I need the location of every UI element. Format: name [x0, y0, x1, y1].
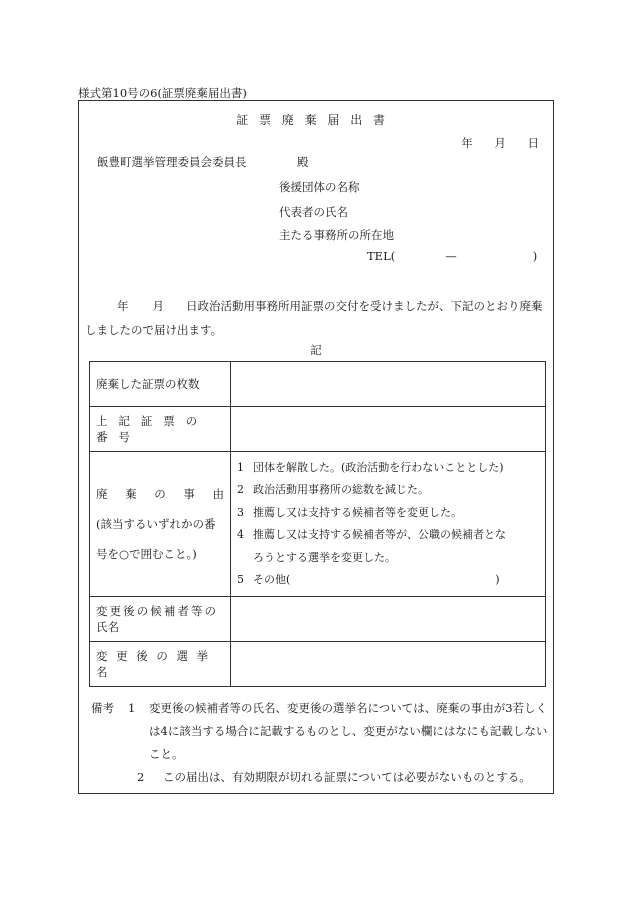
body-year: 年: [117, 299, 129, 313]
note-text: 変更後の候補者等の氏名、変更後の選挙名については、廃棄の事由が3若しくは4に該当する場合に記載するものとし、変更がない欄にはなにも記載しないこと。: [149, 701, 548, 761]
reason-word: の: [154, 487, 166, 501]
reason-num: 5: [237, 573, 244, 586]
reason-item[interactable]: [237, 502, 539, 525]
table-row: [90, 407, 546, 452]
note-num: 2: [137, 770, 145, 784]
discarded-count-cell[interactable]: [231, 362, 546, 407]
certificate-number-cell[interactable]: [231, 407, 546, 452]
table-row: [90, 362, 546, 407]
reason-item[interactable]: [237, 479, 539, 502]
note-heading-line: [91, 697, 135, 720]
other-reason-blank[interactable]: [290, 569, 495, 592]
note-2: [91, 766, 551, 789]
reason-text: 推薦し又は支持する候補者等が、公職の候補者とな: [253, 528, 506, 541]
reason-text: 団体を解散した。(政治活動を行わないこととした): [253, 460, 504, 474]
note-heading: 備考: [91, 701, 114, 715]
reason-label-line2: (該当するいずれかの番: [96, 517, 216, 531]
tel-dash: —: [445, 249, 457, 263]
reason-word: 由: [212, 487, 224, 501]
reason-close: ): [495, 573, 500, 586]
body-rest: 日政治活動用事務所用証票の交付を受けましたが、下記のとおり廃棄しましたので届け出ます。: [85, 299, 543, 337]
table-row: [90, 452, 546, 597]
office-address-label: 主たる事務所の所在地: [279, 228, 394, 242]
reason-num: 2: [237, 483, 244, 496]
reason-num: 3: [237, 505, 244, 519]
reason-label-line3: 号を○で囲むこと。): [96, 547, 197, 561]
reason-item[interactable]: [237, 524, 539, 547]
table-row: [90, 642, 546, 687]
note-num: 1: [128, 701, 136, 715]
tel-prefix: TEL(: [367, 249, 396, 263]
note-1: [91, 697, 551, 766]
row4-label-line2: 氏名: [96, 620, 119, 634]
reason-label-cell: [90, 452, 231, 597]
honorific: 殿: [297, 155, 309, 169]
tel-suffix: ): [532, 249, 538, 263]
row4-label-line1: 変更後の候補者等の: [96, 604, 219, 618]
reason-item[interactable]: [237, 569, 539, 592]
reason-text: その他(: [253, 573, 291, 586]
reason-item[interactable]: [237, 457, 539, 480]
group-name-label: 後援団体の名称: [279, 180, 360, 194]
addressee: 飯豊町選挙管理委員会委員長: [97, 155, 247, 169]
reason-text: 推薦し又は支持する候補者等を変更した。: [253, 505, 462, 519]
reason-word: 廃: [96, 487, 108, 501]
reason-num: 1: [237, 460, 244, 474]
form-title: 証票廃棄届出書: [236, 113, 396, 127]
reason-text: 政治活動用事務所の総数を減じた。: [253, 483, 429, 496]
row5-label: 変更後の選挙名: [96, 649, 217, 679]
row-label: [90, 642, 231, 687]
table-row: [90, 597, 546, 642]
row-label: [90, 362, 231, 407]
form-frame: [78, 100, 554, 794]
row2-label: 上記証票の番号: [96, 414, 209, 444]
notes: [91, 697, 551, 789]
reason-item-continuation: ろうとする選挙を変更した。: [253, 550, 396, 564]
new-candidate-name-cell[interactable]: [231, 597, 546, 642]
details-table: [89, 361, 546, 687]
row-label: [90, 407, 231, 452]
reason-label-words: [96, 479, 224, 509]
ki-heading: 記: [310, 343, 322, 357]
form-caption: 様式第10号の6(証票廃棄届出書): [78, 86, 247, 100]
body-text: [85, 294, 551, 342]
reasons-cell: [231, 452, 546, 597]
note-text: この届出は、有効期限が切れる証票については必要がないものとする。: [163, 770, 531, 784]
tel-line[interactable]: [367, 249, 537, 263]
new-election-name-cell[interactable]: [231, 642, 546, 687]
reason-num: 4: [237, 528, 244, 541]
reason-word: 棄: [125, 487, 137, 501]
reason-word: 事: [183, 487, 195, 501]
body-month: 月: [152, 299, 164, 313]
date-line[interactable]: 年 月 日: [461, 136, 539, 150]
row1-label: 廃棄した証票の枚数: [96, 377, 200, 391]
row-label: [90, 597, 231, 642]
representative-label: 代表者の氏名: [279, 205, 348, 219]
